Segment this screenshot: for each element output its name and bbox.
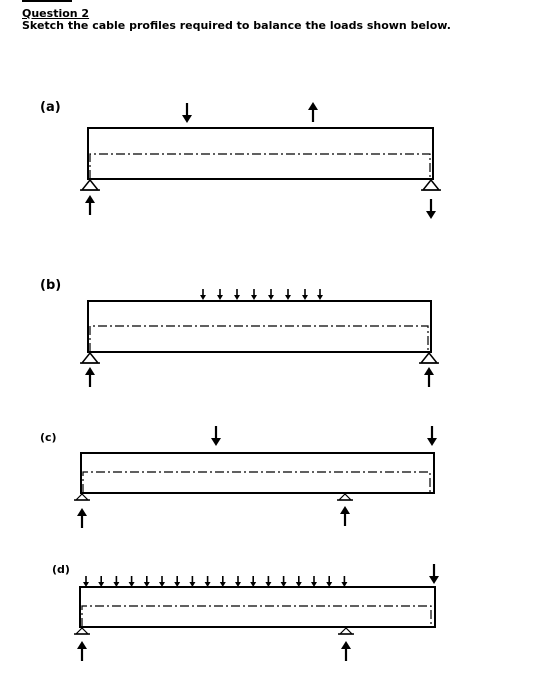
udl-arrow-icon [129,576,135,587]
diagram-a-label: (a) [40,100,61,115]
udl-arrow-icon [113,576,119,587]
udl-arrow-icon [311,576,317,587]
udl-arrow-icon [189,576,195,587]
udl-arrow-icon [317,289,323,300]
reaction-up-arrow-icon [424,367,434,387]
diagram-c-label: (c) [40,431,57,444]
udl-arrow-icon [98,576,104,587]
question-instruction: Sketch the cable profiles required to balance the loads shown below. [22,19,451,32]
reaction-down-arrow-icon [426,199,436,219]
udl-arrow-icon [205,576,211,587]
question-title: Question 2 [22,7,90,20]
reaction-up-arrow-icon [340,506,350,526]
point-load-up-arrow-icon [308,102,318,122]
point-load-down-arrow-icon [182,103,192,123]
diagram-b-label: (b) [40,278,62,293]
udl-arrow-icon [265,576,271,587]
reaction-up-arrow-icon [77,641,87,661]
pin-support-icon [421,180,441,190]
pin-support-icon [74,494,90,500]
interior-support-icon [337,494,353,500]
point-load-down-arrow-icon [211,426,221,446]
reaction-up-arrow-icon [341,641,351,661]
diagram-d [52,563,439,661]
pin-support-icon [74,628,90,634]
udl-arrow-icon [217,289,223,300]
udl-arrow-icon [144,576,150,587]
pin-support-icon [419,353,439,363]
reaction-up-arrow-icon [77,508,87,528]
pin-support-icon [80,180,100,190]
udl-arrow-icon [83,576,89,587]
pin-support-icon [80,353,100,363]
diagram-c [40,426,437,528]
reaction-up-arrow-icon [85,195,95,215]
udl-arrow-icon [251,289,257,300]
udl-arrow-icon [200,289,206,300]
udl-arrow-icon [174,576,180,587]
diagram-b [40,278,439,387]
udl-arrow-icon [281,576,287,587]
udl-arrow-icon [235,576,241,587]
udl-arrow-icon [285,289,291,300]
tip-load-down-arrow-icon [429,564,439,584]
diagram-c-beam [81,453,434,493]
udl-arrow-icon [220,576,226,587]
udl-arrow-icon [234,289,240,300]
diagram-d-label: (d) [52,563,70,576]
interior-support-icon [338,628,354,634]
distributed-load-arrows [200,289,323,300]
udl-arrow-icon [268,289,274,300]
udl-arrow-icon [296,576,302,587]
udl-arrow-icon [250,576,256,587]
udl-arrow-icon [302,289,308,300]
diagram-d-beam [80,587,435,627]
udl-arrow-icon [341,576,347,587]
udl-arrow-icon [159,576,165,587]
tip-load-down-arrow-icon [427,426,437,446]
diagram-a [40,100,441,219]
reaction-up-arrow-icon [85,367,95,387]
distributed-load-arrows [83,576,347,587]
udl-arrow-icon [326,576,332,587]
